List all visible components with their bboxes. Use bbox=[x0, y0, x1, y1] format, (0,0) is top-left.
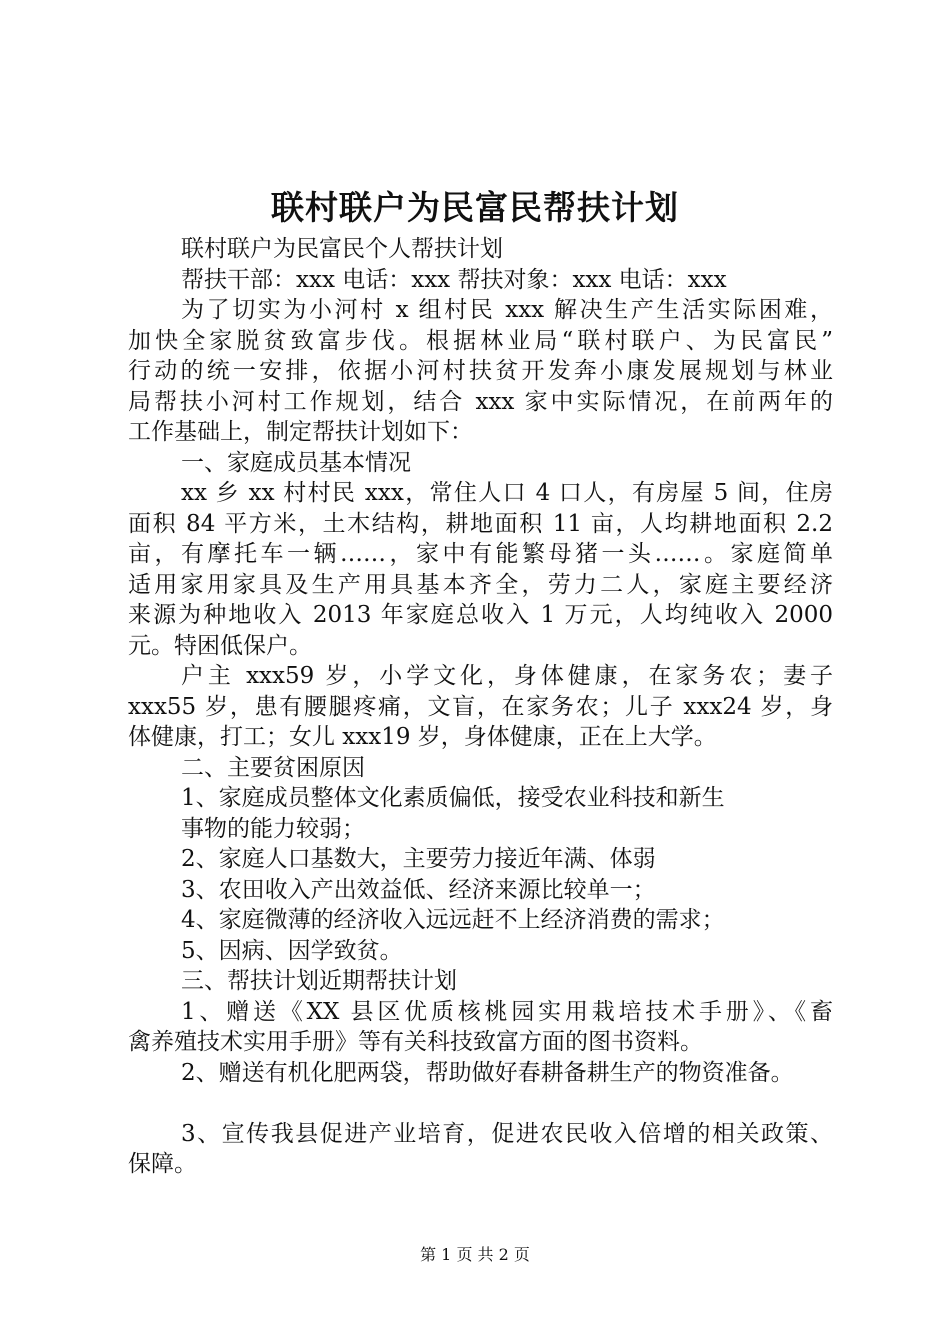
paragraph-line: 加快全家脱贫致富步伐。根据林业局“联村联户、为民富民” bbox=[128, 327, 833, 354]
list-item: 3、宣传我县促进产业培育，促进农民收入倍增的相关政策、 bbox=[181, 1120, 833, 1147]
paragraph-line: 体健康，打工；女儿 xxx19 岁，身体健康，正在上大学。 bbox=[128, 724, 717, 750]
list-item: 保障。 bbox=[128, 1151, 197, 1177]
paragraph-line: 局帮扶小河村工作规划，结合 xxx 家中实际情况，在前两年的 bbox=[128, 388, 833, 415]
paragraph-line: 为了切实为小河村 x 组村民 xxx 解决生产生活实际困难， bbox=[181, 297, 833, 323]
paragraph-line: 工作基础上，制定帮扶计划如下： bbox=[128, 419, 473, 445]
section-heading: 三、帮扶计划近期帮扶计划 bbox=[181, 968, 457, 994]
list-item: 1、赠送《XX 县区优质核桃园实用栽培技术手册》、《畜 bbox=[181, 998, 833, 1025]
document-body bbox=[128, 234, 833, 1180]
section-heading: 二、主要贫困原因 bbox=[181, 754, 365, 781]
list-item: 5、因病、因学致贫。 bbox=[181, 937, 403, 964]
subtitle-line: 联村联户为民富民个人帮扶计划 bbox=[181, 236, 503, 262]
contact-line: 帮扶干部：xxx 电话：xxx 帮扶对象：xxx 电话：xxx bbox=[181, 266, 727, 293]
paragraph-line: 面积 84 平方米，土木结构，耕地面积 11 亩，人均耕地面积 2.2 bbox=[128, 510, 833, 537]
list-item: 4、家庭微薄的经济收入远远赶不上经济消费的需求； bbox=[181, 907, 725, 933]
page-footer: 第 1 页 共 2 页 bbox=[420, 1245, 530, 1264]
list-item: 禽养殖技术实用手册》等有关科技致富方面的图书资料。 bbox=[128, 1029, 703, 1055]
list-item: 3、农田收入产出效益低、经济来源比较单一； bbox=[181, 876, 656, 903]
list-item: 事物的能力较弱； bbox=[181, 815, 365, 842]
paragraph-line: 亩，有摩托车一辆……，家中有能繁母猪一头……。家庭简单 bbox=[128, 541, 833, 567]
paragraph-line: 户主 xxx59 岁，小学文化，身体健康，在家务农；妻子 bbox=[181, 663, 833, 689]
paragraph-line: 行动的统一安排，依据小河村扶贫开发奔小康发展规划与林业 bbox=[128, 358, 833, 384]
section-heading: 一、家庭成员基本情况 bbox=[181, 449, 411, 476]
list-item: 2、家庭人口基数大，主要劳力接近年满、体弱 bbox=[181, 846, 656, 872]
paragraph-line: 适用家用家具及生产用具基本齐全，劳力二人，家庭主要经济 bbox=[128, 571, 833, 598]
list-item: 1、家庭成员整体文化素质偏低，接受农业科技和新生 bbox=[181, 785, 725, 811]
paragraph-line: xxx55 岁，患有腰腿疼痛，文盲，在家务农；儿子 xxx24 岁，身 bbox=[128, 693, 833, 720]
document-title: 联村联户为民富民帮扶计划 bbox=[271, 188, 679, 227]
paragraph-line: 元。特困低保户。 bbox=[128, 632, 312, 659]
blank-line bbox=[128, 1088, 833, 1119]
paragraph-line: 来源为种地收入 2013 年家庭总收入 1 万元，人均纯收入 2000 bbox=[128, 602, 833, 628]
list-item: 2、赠送有机化肥两袋，帮助做好春耕备耕生产的物资准备。 bbox=[181, 1059, 794, 1086]
paragraph-line: xx 乡 xx 村村民 xxx，常住人口 4 口人，有房屋 5 间，住房 bbox=[181, 480, 833, 506]
